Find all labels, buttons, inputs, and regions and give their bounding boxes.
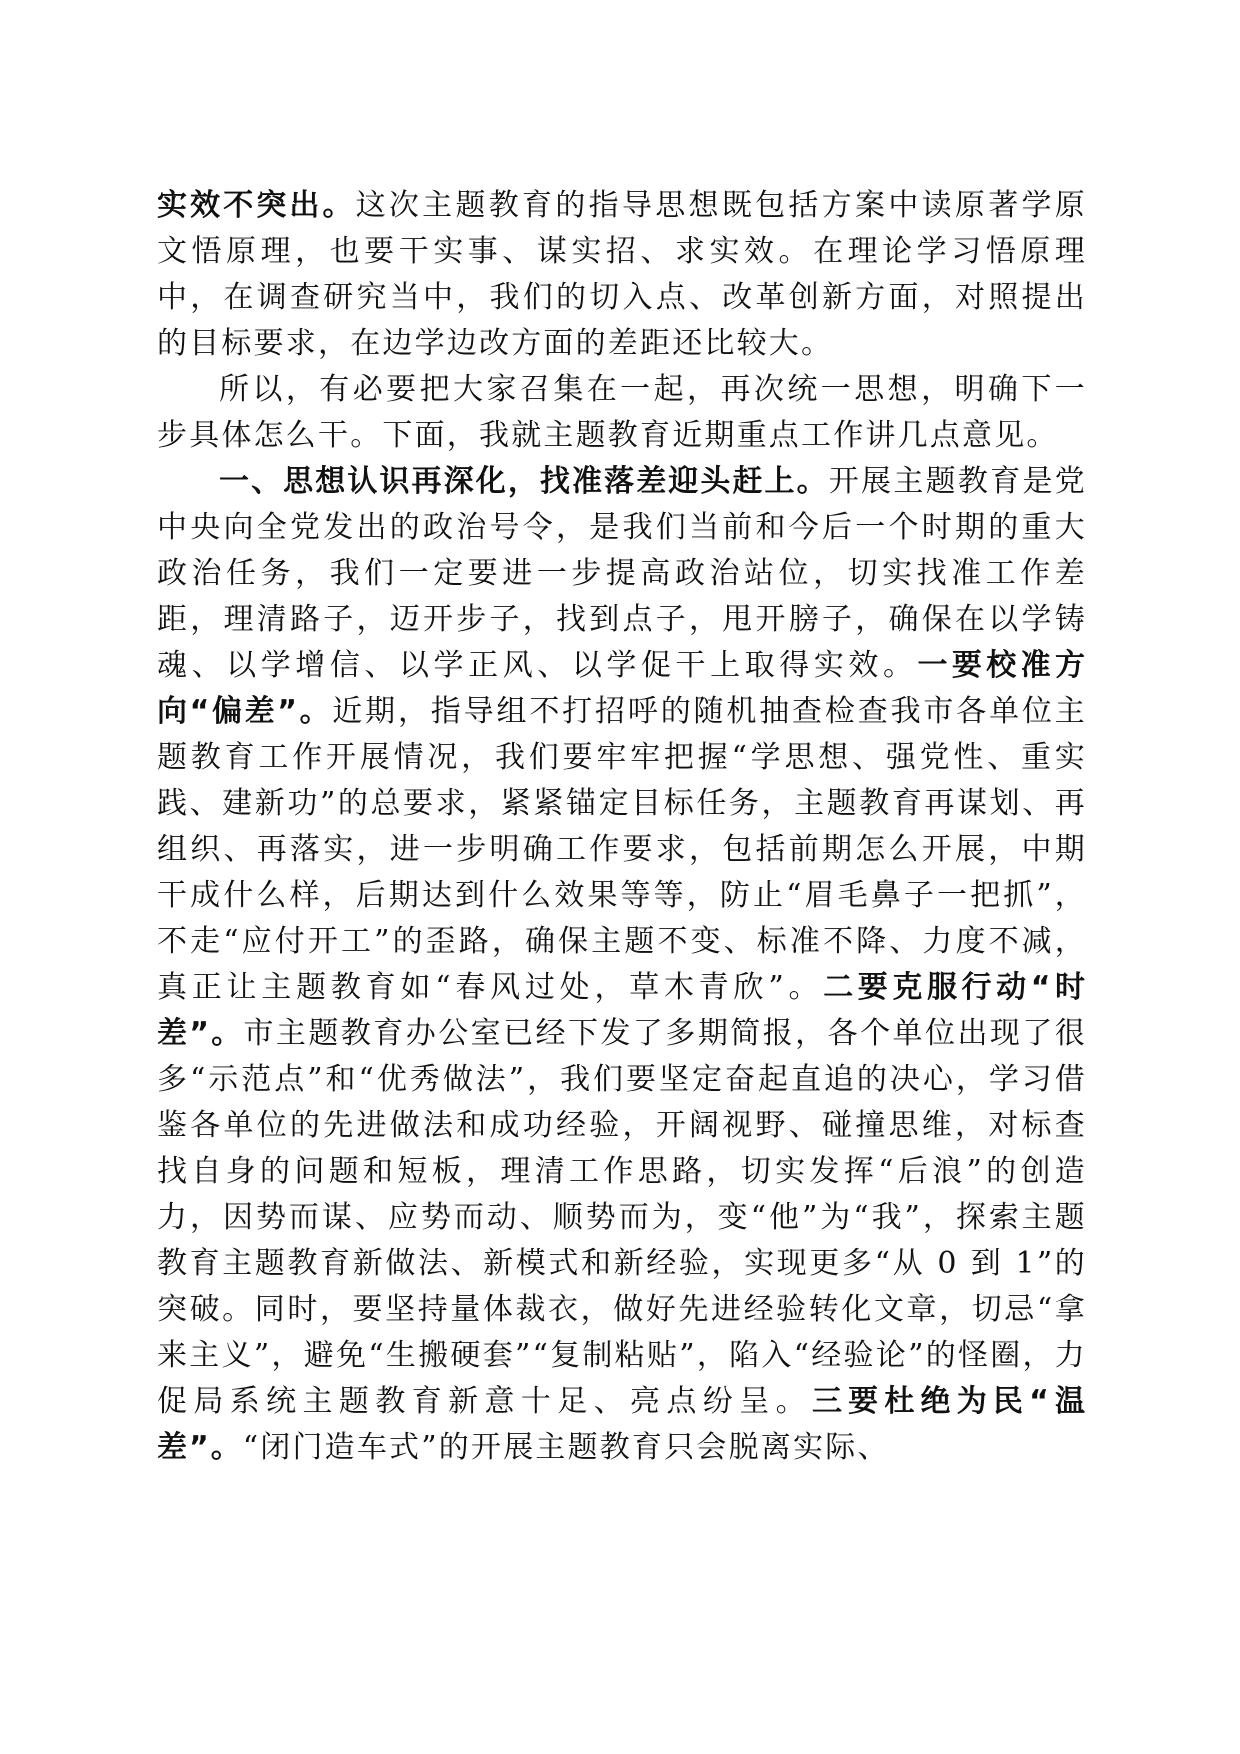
subheading-1: 一要校准方向“偏差”。	[157, 648, 1088, 729]
paragraph-3-text-4: “闭门造车式”的开展主题教育只会脱离实际、	[242, 1430, 890, 1465]
bold-lead-1: 实效不突出。	[157, 188, 356, 223]
paragraph-3-text-3: 市主题教育办公室已经下发了多期简报，各个单位出现了很多“示范点”和“优秀做法”，我们要坚定奋起直追的决心，学习借鉴各单位的先进做法和成功经验，开阔视野、碰撞思维，对标查找自身的问题和短板，理清工作思路，切实发挥“后浪”的创造力，因势而谋、应势而动、顺势而为，变“他”为“我”，探索主题教育主题教育新做法、新模式和新经验，实现更多“从 0 到 1”的突破。同时，要坚持量体裁衣，做好先进经验转化文章，切忌“拿来主义”，避免“生搬硬套”“复制粘贴”，陷入“经验论”的怪圈，力促局系统主题教育新意十足、亮点纷呈。	[157, 1016, 1088, 1419]
document-page	[157, 183, 1087, 1471]
paragraph-3-text-2: 近期，指导组不打招呼的随机抽查检查我市各单位主题教育工作开展情况，我们要牢牢把握“学思想、强党性、重实践、建新功”的总要求，紧紧锚定目标任务，主题教育再谋划、再组织、再落实，进一步明确工作要求，包括前期怎么开展，中期干成什么样，后期达到什么效果等等，防止“眉毛鼻子一把抓”，不走“应付开工”的歪路，确保主题不变、标准不降、力度不减，真正让主题教育如“春风过处，草木青欣”。	[157, 694, 1087, 1005]
paragraph-1-text: 这次主题教育的指导思想既包括方案中读原著学原文悟原理，也要干实事、谋实招、求实效。在理论学习悟原理中，在调查研究当中，我们的切入点、改革创新方面，对照提出的目标要求，在边学边改方面的差距还比较大。	[157, 188, 1087, 361]
paragraph-2	[157, 367, 1087, 459]
paragraph-2-text: 所以，有必要把大家召集在一起，再次统一思想，明确下一步具体怎么干。下面，我就主题教育近期重点工作讲几点意见。	[157, 372, 1087, 453]
paragraph-3-text-1: 开展主题教育是党中央向全党发出的政治号令，是我们当前和今后一个时期的重大政治任务，我们一定要进一步提高政治站位，切实找准工作差距，理清路子，迈开步子，找到点子，甩开膀子，确保在以学铸魂、以学增信、以学正风、以学促干上取得实效。	[157, 464, 1087, 683]
paragraph-1	[157, 183, 1087, 367]
subheading-3: 三要杜绝为民“温差”。	[157, 1384, 1087, 1465]
paragraph-3	[157, 459, 1087, 1471]
subheading-2: 二要克服行动“时差”。	[157, 970, 1087, 1051]
section-heading-1: 一、思想认识再深化，找准落差迎头赶上。	[219, 464, 829, 499]
